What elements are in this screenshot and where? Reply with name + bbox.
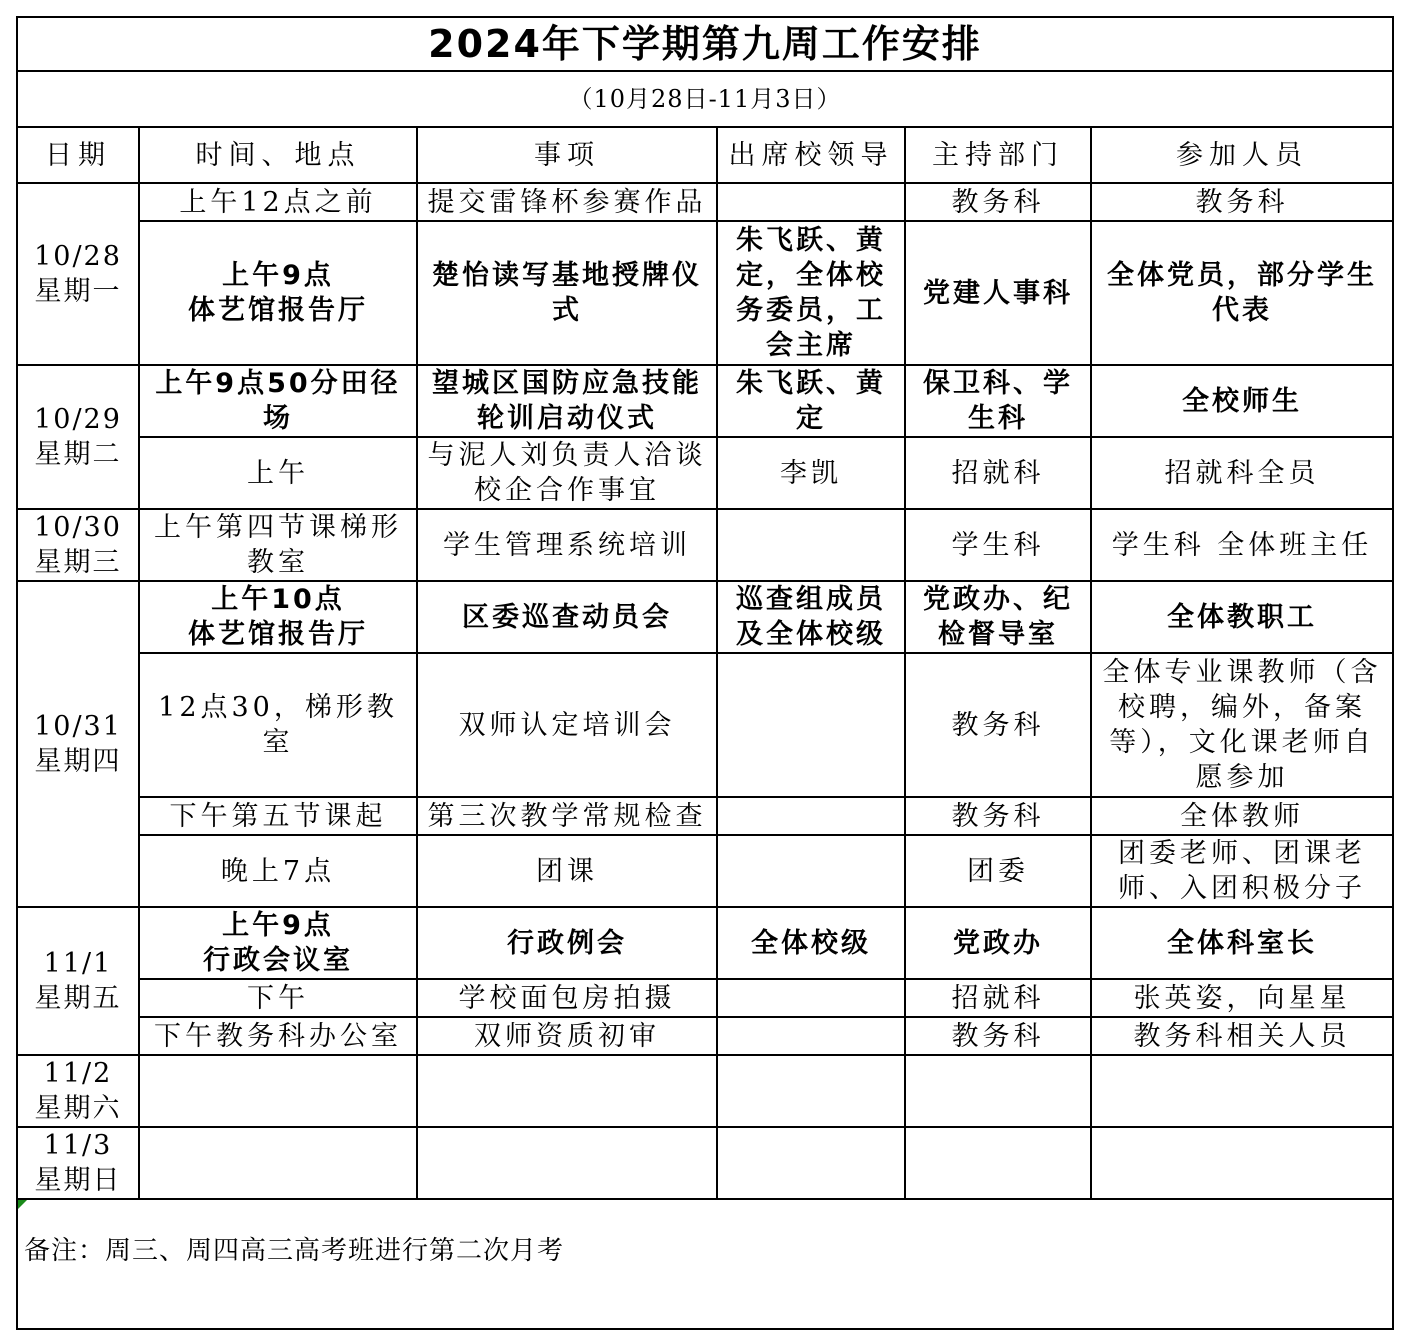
date-cell xyxy=(17,509,139,581)
date-cell xyxy=(17,183,139,365)
table-row xyxy=(17,797,1393,835)
remark-text: 备注：周三、周四高三高考班进行第二次月考 xyxy=(24,1236,565,1266)
weekday-text: 星期二 xyxy=(34,439,122,470)
leaders-cell: 朱飞跃、黄定，全体校务委员，工会主席 xyxy=(717,221,905,365)
time-place-cell: 上午9点 体艺馆报告厅 xyxy=(139,221,417,365)
date-text: 11/2 xyxy=(43,1058,113,1089)
header-leaders: 出席校领导 xyxy=(717,127,905,183)
dept-cell: 党建人事科 xyxy=(905,221,1091,365)
time-place-cell: 下午第五节课起 xyxy=(139,797,417,835)
leaders-cell: 朱飞跃、黄定 xyxy=(717,365,905,437)
participants-cell: 全体教职工 xyxy=(1091,581,1393,653)
dept-cell: 教务科 xyxy=(905,183,1091,221)
participants-cell: 全体教师 xyxy=(1091,797,1393,835)
table-row xyxy=(17,437,1393,509)
dept-cell: 教务科 xyxy=(905,653,1091,797)
dept-cell: 学生科 xyxy=(905,509,1091,581)
leaders-cell xyxy=(717,979,905,1017)
weekday-text: 星期三 xyxy=(34,547,122,578)
table-row xyxy=(17,1017,1393,1055)
page-title: 2024年下学期第九周工作安排 xyxy=(17,17,1393,71)
item-cell: 团课 xyxy=(417,835,717,907)
participants-cell: 团委老师、团课老师、入团积极分子 xyxy=(1091,835,1393,907)
date-cell xyxy=(17,907,139,1055)
dept-cell: 招就科 xyxy=(905,437,1091,509)
weekday-text: 星期五 xyxy=(34,983,122,1014)
item-cell: 行政例会 xyxy=(417,907,717,979)
dept-cell: 保卫科、学生科 xyxy=(905,365,1091,437)
item-cell: 望城区国防应急技能轮训启动仪式 xyxy=(417,365,717,437)
item-cell: 双师认定培训会 xyxy=(417,653,717,797)
participants-cell: 教务科 xyxy=(1091,183,1393,221)
dept-cell xyxy=(905,1055,1091,1127)
table-row xyxy=(17,835,1393,907)
header-participants: 参加人员 xyxy=(1091,127,1393,183)
participants-cell: 学生科 全体班主任 xyxy=(1091,509,1393,581)
item-cell: 楚怡读写基地授牌仪式 xyxy=(417,221,717,365)
participants-cell: 全体专业课教师（含校聘，编外，备案等），文化课老师自愿参加 xyxy=(1091,653,1393,797)
item-cell: 第三次教学常规检查 xyxy=(417,797,717,835)
participants-cell xyxy=(1091,1127,1393,1199)
dept-cell xyxy=(905,1127,1091,1199)
header-date: 日期 xyxy=(17,127,139,183)
header-time-place: 时间、地点 xyxy=(139,127,417,183)
table-row xyxy=(17,509,1393,581)
participants-cell xyxy=(1091,1055,1393,1127)
table-row xyxy=(17,221,1393,365)
time-place-cell: 上午12点之前 xyxy=(139,183,417,221)
item-cell: 学校面包房拍摄 xyxy=(417,979,717,1017)
item-cell: 提交雷锋杯参赛作品 xyxy=(417,183,717,221)
date-text: 10/30 xyxy=(34,512,122,543)
cell-comment-marker xyxy=(18,1200,27,1209)
participants-cell: 张英姿，向星星 xyxy=(1091,979,1393,1017)
participants-cell: 教务科相关人员 xyxy=(1091,1017,1393,1055)
leaders-cell xyxy=(717,653,905,797)
time-place-cell: 上午 xyxy=(139,437,417,509)
time-place-cell: 晚上7点 xyxy=(139,835,417,907)
date-text: 10/29 xyxy=(34,404,122,435)
schedule-table xyxy=(16,16,1394,1330)
weekday-text: 星期日 xyxy=(34,1165,122,1196)
time-place-cell: 下午教务科办公室 xyxy=(139,1017,417,1055)
time-place-cell xyxy=(139,1127,417,1199)
time-place-cell: 上午9点50分田径场 xyxy=(139,365,417,437)
date-cell xyxy=(17,581,139,907)
weekday-text: 星期六 xyxy=(34,1093,122,1124)
header-row xyxy=(17,127,1393,183)
item-cell xyxy=(417,1127,717,1199)
participants-cell: 全体科室长 xyxy=(1091,907,1393,979)
date-text: 10/28 xyxy=(34,241,122,272)
table-row xyxy=(17,365,1393,437)
table-row xyxy=(17,581,1393,653)
participants-cell: 招就科全员 xyxy=(1091,437,1393,509)
item-cell: 与泥人刘负责人洽谈校企合作事宜 xyxy=(417,437,717,509)
table-row xyxy=(17,653,1393,797)
dept-cell: 招就科 xyxy=(905,979,1091,1017)
table-row xyxy=(17,907,1393,979)
participants-cell: 全体党员，部分学生代表 xyxy=(1091,221,1393,365)
leaders-cell: 全体校级 xyxy=(717,907,905,979)
time-place-cell xyxy=(139,1055,417,1127)
time-place-cell: 上午第四节课梯形教室 xyxy=(139,509,417,581)
date-text: 11/1 xyxy=(43,948,113,979)
leaders-cell xyxy=(717,1055,905,1127)
date-text: 11/3 xyxy=(43,1130,113,1161)
dept-cell: 党政办、纪检督导室 xyxy=(905,581,1091,653)
leaders-cell xyxy=(717,1127,905,1199)
item-cell: 学生管理系统培训 xyxy=(417,509,717,581)
leaders-cell xyxy=(717,183,905,221)
date-range-subtitle: （10月28日-11月3日） xyxy=(17,71,1393,127)
time-place-cell: 12点30，梯形教室 xyxy=(139,653,417,797)
weekday-text: 星期四 xyxy=(34,746,122,777)
time-place-cell: 上午9点 行政会议室 xyxy=(139,907,417,979)
dept-cell: 团委 xyxy=(905,835,1091,907)
participants-cell: 全校师生 xyxy=(1091,365,1393,437)
dept-cell: 党政办 xyxy=(905,907,1091,979)
time-place-cell: 下午 xyxy=(139,979,417,1017)
leaders-cell xyxy=(717,797,905,835)
leaders-cell: 李凯 xyxy=(717,437,905,509)
date-cell xyxy=(17,1127,139,1199)
leaders-cell: 巡查组成员及全体校级 xyxy=(717,581,905,653)
dept-cell: 教务科 xyxy=(905,797,1091,835)
time-place-cell: 上午10点 体艺馆报告厅 xyxy=(139,581,417,653)
header-dept: 主持部门 xyxy=(905,127,1091,183)
schedule-sheet xyxy=(16,16,1392,1330)
dept-cell: 教务科 xyxy=(905,1017,1091,1055)
table-row xyxy=(17,1127,1393,1199)
date-text: 10/31 xyxy=(34,711,122,742)
date-cell xyxy=(17,365,139,509)
leaders-cell xyxy=(717,509,905,581)
leaders-cell xyxy=(717,1017,905,1055)
item-cell xyxy=(417,1055,717,1127)
table-row xyxy=(17,979,1393,1017)
item-cell: 区委巡查动员会 xyxy=(417,581,717,653)
weekday-text: 星期一 xyxy=(34,276,122,307)
remark-note xyxy=(17,1199,1393,1329)
leaders-cell xyxy=(717,835,905,907)
date-cell xyxy=(17,1055,139,1127)
item-cell: 双师资质初审 xyxy=(417,1017,717,1055)
header-item: 事项 xyxy=(417,127,717,183)
table-row xyxy=(17,183,1393,221)
table-row xyxy=(17,1055,1393,1127)
